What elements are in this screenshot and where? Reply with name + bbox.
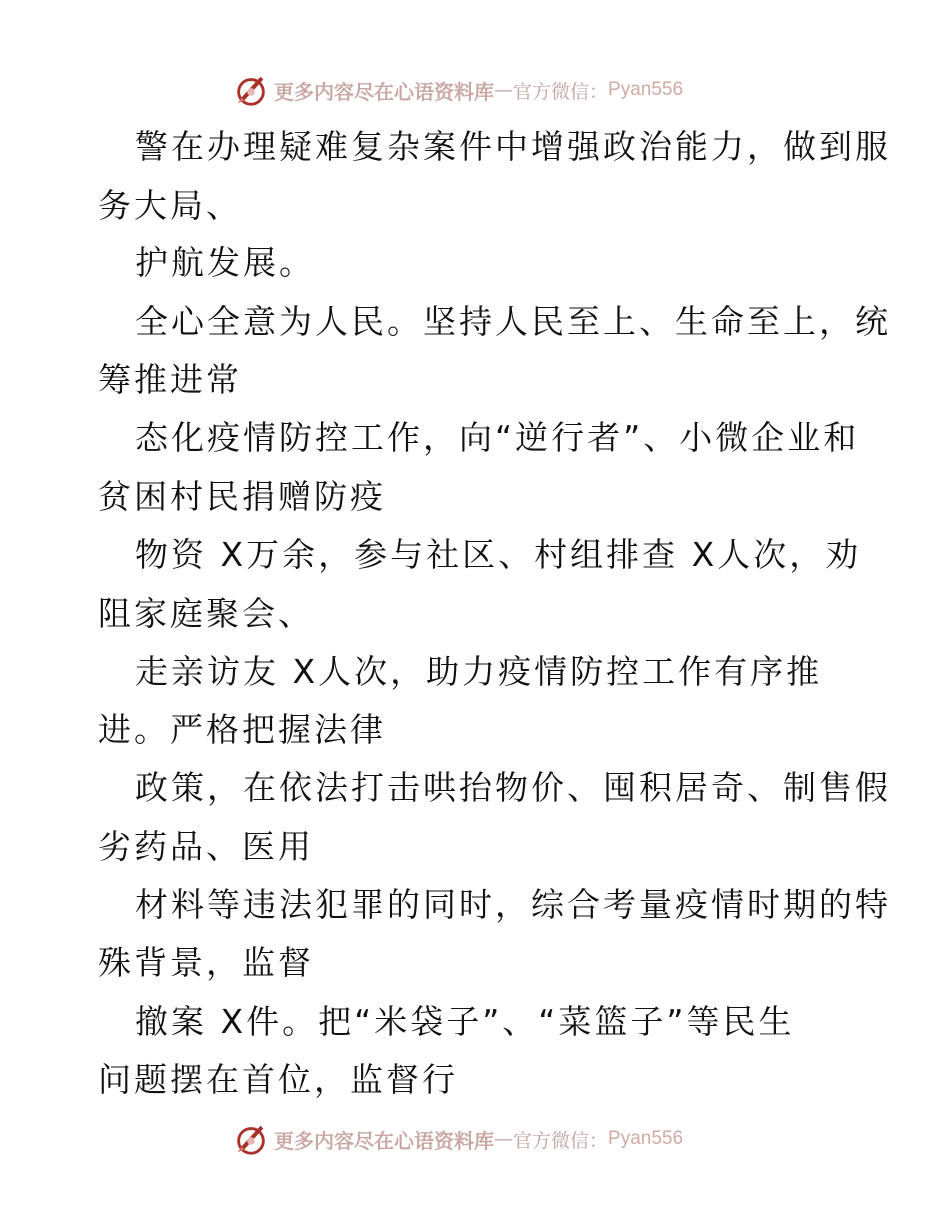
body-line: 物资 X万余，参与社区、村组排查 X人次，劝 xyxy=(135,535,862,574)
body-line: 务大局、 xyxy=(98,186,242,225)
body-line: 阻家庭聚会、 xyxy=(98,594,314,633)
body-line: 警在办理疑难复杂案件中增强政治能力，做到服 xyxy=(135,127,891,166)
watermark-brand: 更多内容尽在心语资料库 xyxy=(274,1128,494,1153)
body-line: 政策，在依法打击哄抬物价、囤积居奇、制售假 xyxy=(135,768,891,807)
body-line: 全心全意为人民。坚持人民至上、生命至上，统 xyxy=(135,302,891,341)
body-line: 筹推进常 xyxy=(98,360,242,399)
watermark-wechat-id: Pyan556 xyxy=(608,79,684,100)
quill-circle-icon xyxy=(232,1120,270,1158)
watermark-official: 官方微信： xyxy=(513,1129,609,1152)
body-line: 撤案 X件。把“米袋子”、“菜篮子”等民生 xyxy=(135,1002,795,1041)
watermark-brand: 更多内容尽在心语资料库 xyxy=(274,79,494,104)
body-line: 进。严格把握法律 xyxy=(98,710,386,749)
body-line: 护航发展。 xyxy=(135,243,315,282)
watermark-separator: — xyxy=(494,79,513,101)
body-line: 问题摆在首位，监督行 xyxy=(98,1060,458,1099)
body-line: 走亲访友 X人次，助力疫情防控工作有序推 xyxy=(135,652,823,691)
body-line: 材料等违法犯罪的同时，综合考量疫情时期的特 xyxy=(135,885,891,924)
body-line: 殊背景，监督 xyxy=(98,943,314,982)
watermark-separator: — xyxy=(494,1128,513,1150)
body-line: 贫困村民捐赠防疫 xyxy=(98,477,386,516)
body-line: 态化疫情防控工作，向“逆行者”、小微企业和 xyxy=(135,418,860,457)
body-line: 劣药品、医用 xyxy=(98,827,314,866)
footer-watermark xyxy=(232,1119,683,1159)
watermark-official: 官方微信： xyxy=(513,80,609,103)
watermark-wechat-id: Pyan556 xyxy=(608,1128,684,1149)
